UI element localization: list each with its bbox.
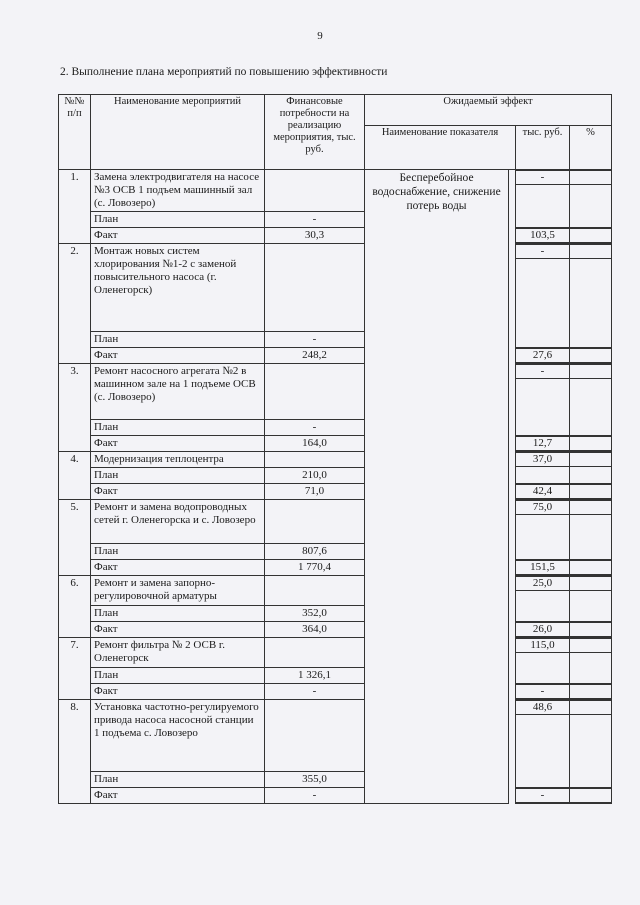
effect-percent-fact: [570, 560, 612, 576]
effect-percent-fact: [570, 788, 612, 804]
fact-value: 30,3: [265, 228, 365, 244]
activity-name: Модернизация теплоцентра: [91, 452, 265, 468]
plan-label: План: [91, 772, 265, 788]
fact-label: Факт: [91, 348, 265, 364]
plan-label: План: [91, 332, 265, 348]
row-number: 1.: [59, 170, 91, 244]
plan-value: 807,6: [265, 544, 365, 560]
effect-percent-plan: [570, 170, 612, 228]
plan-label: План: [91, 544, 265, 560]
activity-name: Монтаж новых систем хлорирования №1-2 с заменой повысительного насоса (г. Оленегорск): [91, 244, 265, 332]
effect-percent-plan: [570, 364, 612, 436]
effect-thousand-fact: -: [516, 788, 570, 804]
effect-percent-plan: [570, 244, 612, 348]
effect-percent-plan: [570, 638, 612, 684]
activity-finance-empty: [265, 452, 365, 468]
fact-label: Факт: [91, 622, 265, 638]
fact-value: 71,0: [265, 484, 365, 500]
plan-label: План: [91, 468, 265, 484]
table-row-fact: [59, 684, 612, 700]
table-row-fact: [59, 348, 612, 364]
section-title: 2. Выполнение плана мероприятий по повышению эффективности: [60, 66, 388, 78]
activity-name: Установка частотно-регулируемого привода насоса насосной станции 1 подъема с. Ловозеро: [91, 700, 265, 772]
fact-value: 364,0: [265, 622, 365, 638]
header-name: Наименование мероприятий: [91, 95, 265, 170]
header-percent: %: [570, 126, 612, 170]
activity-name: Ремонт и замена водопроводных сетей г. Оленегорска и с. Ловозеро: [91, 500, 265, 544]
activity-finance-empty: [265, 364, 365, 420]
effect-percent-fact: [570, 436, 612, 452]
header-effect: Ожидаемый эффект: [365, 95, 612, 126]
page-number: 9: [317, 30, 323, 42]
header-indicator: Наименование показателя: [365, 126, 516, 170]
activity-finance-empty: [265, 638, 365, 668]
plan-value: -: [265, 212, 365, 228]
effect-percent-fact: [570, 348, 612, 364]
activity-finance-empty: [265, 576, 365, 606]
table-row-fact: [59, 436, 612, 452]
row-number: 5.: [59, 500, 91, 576]
effect-percent-plan: [570, 452, 612, 484]
activity-name: Ремонт фильтра № 2 ОСВ г. Оленегорск: [91, 638, 265, 668]
table-row-fact: [59, 788, 612, 804]
table-row-fact: [59, 560, 612, 576]
table-body: [59, 170, 612, 804]
effect-thousand-plan: -: [516, 364, 570, 436]
fact-value: 248,2: [265, 348, 365, 364]
effect-percent-plan: [570, 700, 612, 788]
effect-percent-plan: [570, 576, 612, 622]
header-finance: Финансовые потребности на реализацию мероприятия, тыс. руб.: [265, 95, 365, 170]
fact-label: Факт: [91, 560, 265, 576]
row-number: 4.: [59, 452, 91, 500]
table-row-fact: [59, 228, 612, 244]
effect-percent-plan: [570, 500, 612, 560]
effect-thousand-plan: 25,0: [516, 576, 570, 622]
fact-label: Факт: [91, 484, 265, 500]
table-row-fact: [59, 622, 612, 638]
effect-thousand-plan: 48,6: [516, 700, 570, 788]
activity-finance-empty: [265, 700, 365, 772]
table-row: [59, 500, 612, 544]
activity-name: Ремонт насосного агрегата №2 в машинном зале на 1 подъеме ОСВ (с. Ловозеро): [91, 364, 265, 420]
table-row-fact: [59, 484, 612, 500]
plan-label: План: [91, 212, 265, 228]
effect-thousand-plan: 115,0: [516, 638, 570, 684]
fact-value: 164,0: [265, 436, 365, 452]
effect-thousand-fact: 151,5: [516, 560, 570, 576]
header-thousand: тыс. руб.: [516, 126, 570, 170]
effect-percent-fact: [570, 684, 612, 700]
table-row: [59, 576, 612, 606]
table-wrap: [58, 94, 612, 804]
fact-label: Факт: [91, 228, 265, 244]
row-number: 8.: [59, 700, 91, 804]
effect-thousand-plan: 75,0: [516, 500, 570, 560]
table-row: [59, 638, 612, 668]
table-row: [59, 452, 612, 468]
effect-thousand-plan: 37,0: [516, 452, 570, 484]
effect-thousand-fact: 27,6: [516, 348, 570, 364]
effect-indicator: Бесперебойное водоснабжение, снижение потерь воды: [365, 170, 509, 804]
row-number: 3.: [59, 364, 91, 452]
row-number: 6.: [59, 576, 91, 638]
activities-table: [58, 94, 612, 804]
effect-percent-fact: [570, 228, 612, 244]
effect-thousand-fact: -: [516, 684, 570, 700]
fact-value: -: [265, 684, 365, 700]
effect-thousand-fact: 42,4: [516, 484, 570, 500]
plan-value: 352,0: [265, 606, 365, 622]
column-gap: [509, 170, 516, 804]
activity-name: Ремонт и замена запорно-регулировочной арматуры: [91, 576, 265, 606]
activity-name: Замена электродвигателя на насосе №3 ОСВ 1 подъем машинный зал (с. Ловозеро): [91, 170, 265, 212]
plan-value: -: [265, 332, 365, 348]
fact-label: Факт: [91, 436, 265, 452]
fact-label: Факт: [91, 788, 265, 804]
activity-finance-empty: [265, 500, 365, 544]
table-row: [59, 244, 612, 332]
effect-thousand-fact: 26,0: [516, 622, 570, 638]
effect-thousand-fact: 12,7: [516, 436, 570, 452]
row-number: 7.: [59, 638, 91, 700]
plan-value: 210,0: [265, 468, 365, 484]
fact-value: 1 770,4: [265, 560, 365, 576]
effect-thousand-plan: -: [516, 244, 570, 348]
effect-thousand-fact: 103,5: [516, 228, 570, 244]
effect-percent-fact: [570, 484, 612, 500]
table-row: [59, 700, 612, 772]
fact-label: Факт: [91, 684, 265, 700]
activity-finance-empty: [265, 170, 365, 212]
plan-label: План: [91, 420, 265, 436]
table-row: [59, 364, 612, 420]
plan-value: -: [265, 420, 365, 436]
row-number: 2.: [59, 244, 91, 364]
effect-thousand-plan: -: [516, 170, 570, 228]
fact-value: -: [265, 788, 365, 804]
plan-value: 355,0: [265, 772, 365, 788]
table-row: [59, 170, 612, 212]
activity-finance-empty: [265, 244, 365, 332]
plan-label: План: [91, 668, 265, 684]
effect-percent-fact: [570, 622, 612, 638]
header-num: №№ п/п: [59, 95, 91, 170]
plan-value: 1 326,1: [265, 668, 365, 684]
plan-label: План: [91, 606, 265, 622]
